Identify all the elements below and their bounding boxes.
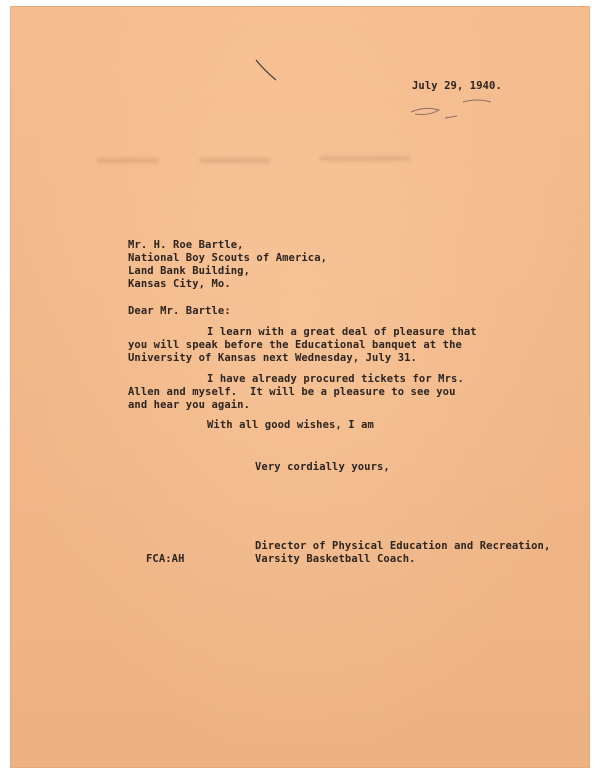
bleed-through-mark <box>98 158 158 163</box>
closing: Very cordially yours, <box>255 461 390 473</box>
paragraph-2-line-1: I have already procured tickets for Mrs. <box>207 373 464 385</box>
signature-title-2: Varsity Basketball Coach. <box>255 553 416 565</box>
signature-title-1: Director of Physical Education and Recreation, <box>255 540 551 552</box>
salutation: Dear Mr. Bartle: <box>128 305 231 317</box>
paragraph-1-line-3: University of Kansas next Wednesday, July 31. <box>128 352 417 364</box>
paragraph-2-line-3: and hear you again. <box>128 399 251 411</box>
paragraph-3: With all good wishes, I am <box>207 419 374 431</box>
reference-initials: FCA:AH <box>146 553 185 565</box>
recipient-line-3: Land Bank Building, <box>128 265 251 277</box>
paragraph-1-line-1: I learn with a great deal of pleasure that <box>207 326 477 338</box>
bleed-through-mark <box>200 158 270 163</box>
pencil-mark <box>250 56 290 86</box>
bleed-through-mark <box>320 156 410 161</box>
recipient-line-4: Kansas City, Mo. <box>128 278 231 290</box>
letter-date: July 29, 1940. <box>412 80 502 92</box>
recipient-line-1: Mr. H. Roe Bartle, <box>128 239 244 251</box>
paragraph-1-line-2: you will speak before the Educational banquet at the <box>128 339 462 351</box>
letter-page <box>10 6 590 768</box>
pencil-scribble <box>405 94 505 124</box>
paragraph-2-line-2: Allen and myself. It will be a pleasure to see you <box>128 386 456 398</box>
recipient-line-2: National Boy Scouts of America, <box>128 252 328 264</box>
